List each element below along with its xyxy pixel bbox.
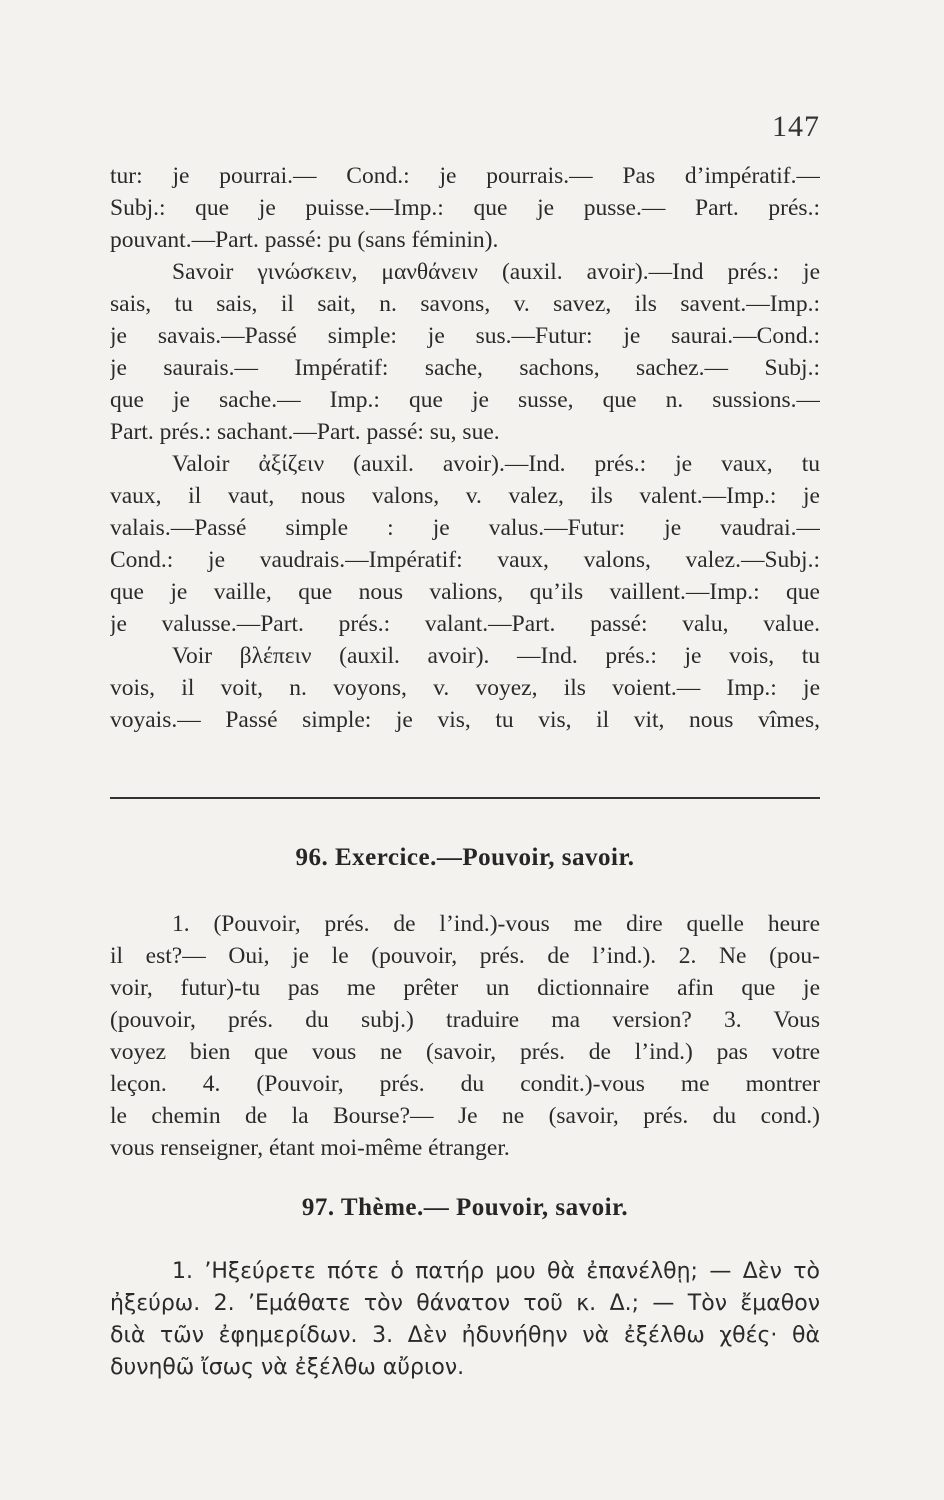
text-line: je valusse.—Part. prés.: valant.—Part. passé: valu, value. [110,611,820,637]
text-line: leçon. 4. (Pouvoir, prés. du condit.)-vous me montrer [110,1071,820,1097]
text-line: Voir βλέπειν (auxil. avoir). —Ind. prés.: je vois, tu [172,643,820,669]
theme-97-body [110,1256,820,1384]
text-line: Valoir ἀξίζειν (auxil. avoir).—Ind. prés.: je vaux, tu [172,451,820,477]
section-divider [110,797,820,799]
text-line: valais.—Passé simple : je valus.—Futur: je vaudrai.— [110,515,820,541]
exercise-96-title: 96. Exercice.—Pouvoir, savoir. [295,844,635,871]
text-line: vous renseigner, étant moi-même étranger. [110,1135,510,1161]
text-line: voyez bien que vous ne (savoir, prés. de l’ind.) pas votre [110,1039,820,1065]
text-line: ἠξεύρω. 2. ’Εμάθατε τὸν θάνατον τοῦ κ. Δ.; — Τὸν ἔμαθον [110,1291,820,1316]
text-line: Cond.: je vaudrais.—Impératif: vaux, valons, valez.—Subj.: [110,547,820,573]
text-line: voir, futur)-tu pas me prêter un dictionnaire afin que je [110,975,820,1001]
text-line: Subj.: que je puisse.—Imp.: que je pusse.— Part. prés.: [110,195,820,221]
theme-97-title: 97. Thème.— Pouvoir, savoir. [301,1194,629,1221]
text-line: sais, tu sais, il sait, n. savons, v. savez, ils savent.—Imp.: [110,291,820,317]
text-line: tur: je pourrai.— Cond.: je pourrais.— Pas d’impératif.— [110,163,820,189]
text-line: je savais.—Passé simple: je sus.—Futur: je saurai.—Cond.: [110,323,820,349]
text-line: il est?— Oui, je le (pouvoir, prés. de l’ind.). 2. Ne (pou- [110,943,820,969]
exercise-96-body [110,908,820,1164]
text-line: vois, il voit, n. voyons, v. voyez, ils voient.— Imp.: je [110,675,820,701]
text-line: voyais.— Passé simple: je vis, tu vis, il vit, nous vîmes, [110,707,820,733]
text-line: que je sache.— Imp.: que je susse, que n. sussions.— [110,387,820,413]
text-line: δυνηθῶ ἴσως νὰ ἐξέλθω αὔριον. [110,1355,465,1380]
page-number: 147 [772,110,820,143]
text-line: (pouvoir, prés. du subj.) traduire ma version? 3. Vous [110,1007,820,1033]
text-line: 1. (Pouvoir, prés. de l’ind.)-vous me dire quelle heure [172,911,820,937]
text-line: 1. ’Ηξεύρετε πότε ὁ πατήρ μου θὰ ἐπανέλθῃ; — Δὲν τὸ [172,1259,820,1284]
text-line: διὰ τῶν ἐφημερίδων. 3. Δὲν ἠδυνήθην νὰ ἐξέλθω χθές· θὰ [110,1323,820,1348]
text-line: je saurais.— Impératif: sache, sachons, sachez.— Subj.: [110,355,820,381]
text-line: Savoir γινώσκειν, μανθάνειν (auxil. avoir).—Ind prés.: je [172,259,820,285]
conjugation-section [110,160,820,736]
text-line: que je vaille, que nous valions, qu’ils vaillent.—Imp.: que [110,579,820,605]
text-line: Part. prés.: sachant.—Part. passé: su, sue. [110,419,500,445]
text-line: pouvant.—Part. passé: pu (sans féminin). [110,227,499,253]
text-line: vaux, il vaut, nous valons, v. valez, ils valent.—Imp.: je [110,483,820,509]
text-line: le chemin de la Bourse?— Je ne (savoir, prés. du cond.) [110,1103,820,1129]
